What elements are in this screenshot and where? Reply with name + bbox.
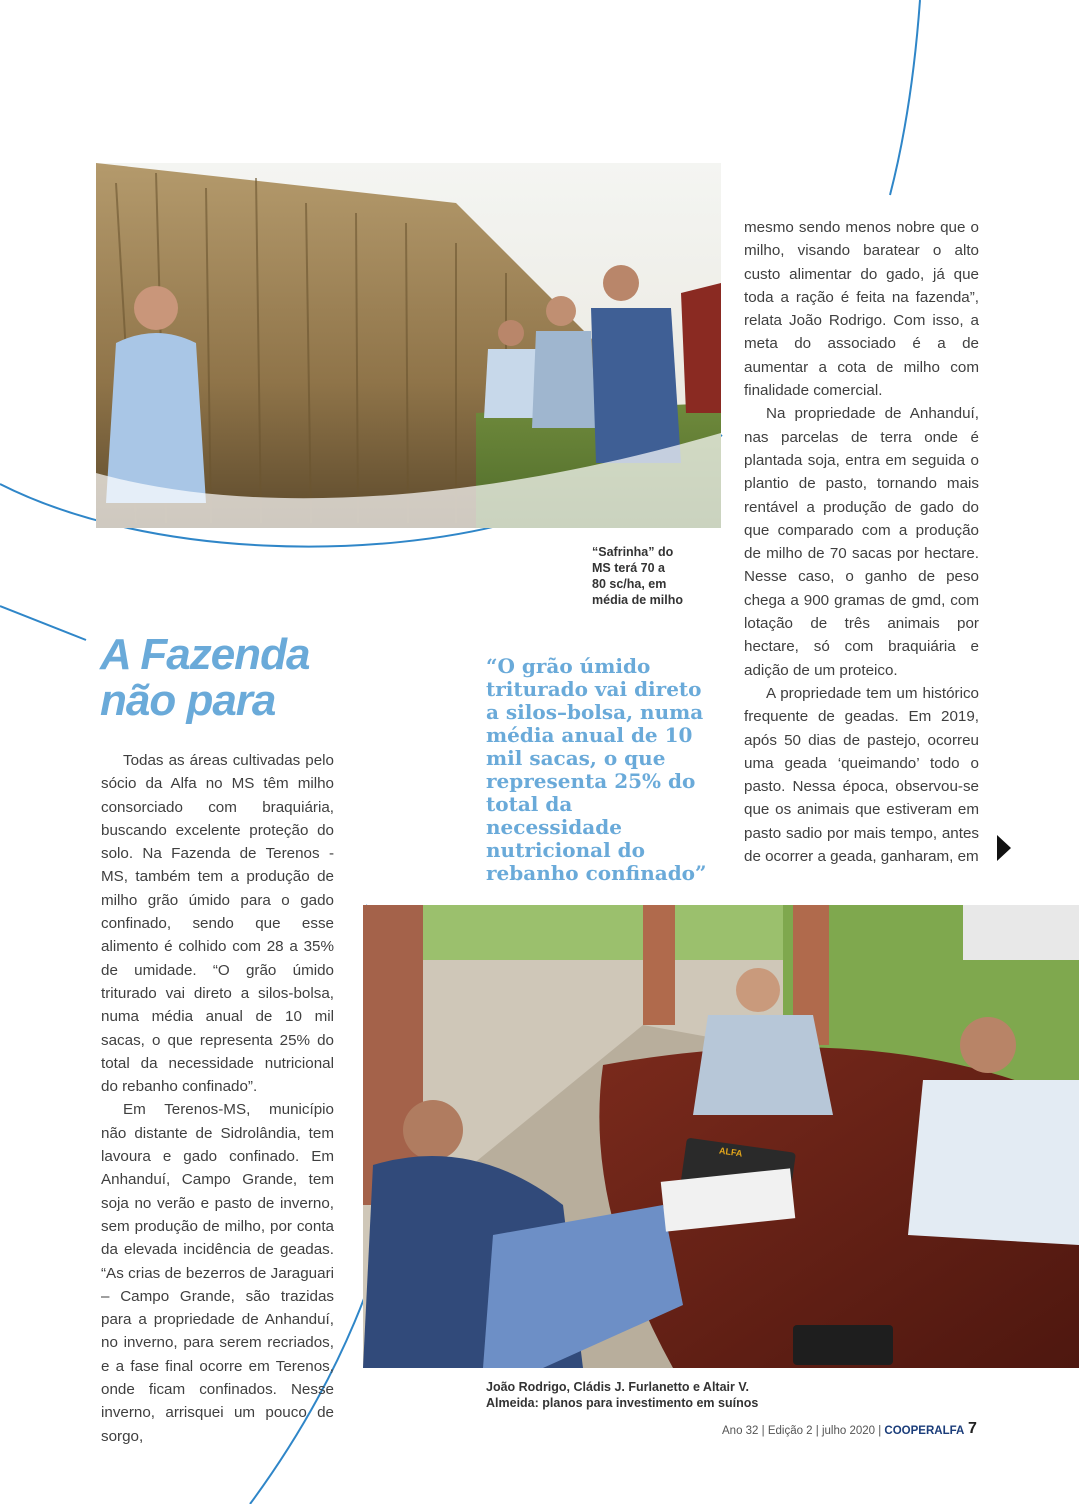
cornfield-photo <box>96 163 721 528</box>
photo-top-caption: “Safrinha” do MS terá 70 a 80 sc/ha, em média de milho <box>592 545 683 607</box>
notebook-logo-text: ALFA <box>718 1145 744 1159</box>
pull-quote: “O grão úmido triturado vai direto a silos–bolsa, numa média anual de 10 mil sacas, o que representa 25% do total da necessidade nutricional do rebanho confinado” <box>486 654 707 885</box>
page-footer <box>722 1425 964 1437</box>
article-title: A Fazenda não para <box>100 630 310 725</box>
photo-bottom-caption: João Rodrigo, Cládis J. Furlanetto e Altair V. Almeida: planos para investimento em suínos <box>486 1380 759 1410</box>
page-number: 7 <box>968 1420 977 1437</box>
meeting-photo <box>363 905 1079 1368</box>
left-column: Todas as áreas cultivadas pelo sócio da Alfa no MS têm milho consorciado com braquiária, buscando excelente proteção do solo. Na Fazenda de Terenos - MS, também tem a produção de milho grão úmido para o gado confinado, sendo que esse alimento é colhido com 28 a 35% de umidade. “O grão úmido triturado vai direto a silos-bolsa, numa média anual de 10 mil sacas, o que representa 25% do total da necessidade nutricional do rebanho confinado”. Em Terenos-MS, município não distante de Sidrolândia, tem lavoura e gado confinado. Em Anhanduí, Campo Grande, tem soja no verão e pasto de inverno, sem produção de milho, por conta da elevada incidência de geadas. “As crias de bezerros de Jaraguari – Campo Grande, são trazidas para a propriedade de Anhanduí, no inverno, para serem recriados, e a fase final ocorre em Terenos, onde ficam confinados. Nesse inverno, arrisquei um pouco de sorgo, <box>101 752 334 1445</box>
right-column: mesmo sendo menos nobre que o milho, visando baratear o alto custo alimentar do gado, já que toda a ração é feita na fazenda”, relata João Rodrigo. Com isso, a meta do associado é a de aumentar a cota de milho com finalidade comercial. Na propriedade de Anhanduí, nas parcelas de terra onde é plantada soja, entra em seguida o plantio de pasto, tornando mais rentável a produção de gado do que comparado com a produção de milho de 70 sacas por hectare. Nesse caso, o ganho de peso chega a 900 gramas de gmd, com lotação de três animais por hectare, só com braquiária e adição de um proteico. A propriedade tem um histórico frequente de geadas. Em 2019, após 50 dias de pastejo, ocorreu uma geada ‘queimando’ todo o pasto. Nessa época, observou-se que os animais que estiveram em pasto sadio por mais tempo, antes de ocorrer a geada, ganharam, em <box>744 219 979 866</box>
magazine-brand: COOPERALFA <box>884 1425 965 1437</box>
issue-info: Ano 32 | Edição 2 | julho 2020 | <box>722 1425 882 1437</box>
continue-arrow-icon <box>997 835 1011 861</box>
